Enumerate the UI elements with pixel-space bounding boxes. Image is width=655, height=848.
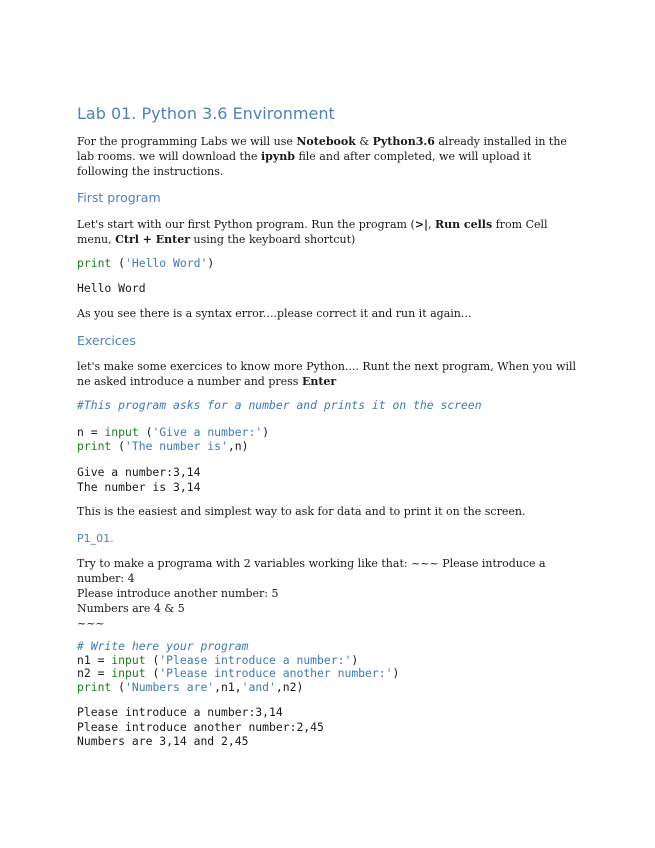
code-keyword: print <box>77 679 112 694</box>
fp-text-3: from Cell menu, <box>77 218 548 246</box>
intro-bold-ipynb: ipynb <box>261 150 295 163</box>
code-keyword: input <box>111 652 146 667</box>
code-punct: ( <box>111 438 126 453</box>
ex-bold-enter: Enter <box>301 375 337 388</box>
p1-line: Try to make a programa with 2 variables working like that: ~~~ Please introduce a <box>77 557 546 570</box>
code-string: 'Please introduce another number:' <box>159 666 393 680</box>
code-string: 'Please introduce a number:' <box>159 652 352 667</box>
code-punct: ( <box>111 679 126 694</box>
code-punct: ) <box>207 256 215 270</box>
p1-line: number: 4 <box>77 572 135 585</box>
code-text: n = <box>77 425 105 439</box>
p1-line: Numbers are 4 & 5 <box>77 602 185 615</box>
output-number: Give a number:3,14 The number is 3,14 <box>77 465 201 494</box>
output-hello: Hello Word <box>77 281 146 295</box>
output-p1: Please introduce a number:3,14 Please introduce another number:2,45 Numbers are 3,14 and 2,45 <box>77 705 324 748</box>
code-cell-input <box>77 399 582 453</box>
fp-bold-shortcut: Ctrl + Enter <box>115 233 191 246</box>
exercices-paragraph <box>77 359 582 389</box>
fp-bold-run-cells: Run cells <box>434 218 493 231</box>
fp-bold-run-symbol: >| <box>414 218 428 231</box>
first-program-paragraph <box>77 217 582 247</box>
code-cell-p1 <box>77 640 582 694</box>
code-punct: ( <box>111 256 126 270</box>
fp-text-1: Let's start with our first Python program. Run the program ( <box>77 218 415 231</box>
intro-text-4: file and after completed, we will upload it following the instructions. <box>77 150 532 178</box>
heading-p1-01: P1_01. <box>77 532 114 545</box>
code-punct: ,n) <box>227 438 249 453</box>
code-keyword: input <box>111 666 146 680</box>
code-string: 'and' <box>241 679 276 694</box>
intro-paragraph <box>77 134 582 179</box>
code-punct: ) <box>392 666 400 680</box>
code-punct: ) <box>351 652 359 667</box>
code-punct: ( <box>145 666 160 680</box>
heading-first-program: First program <box>77 190 161 205</box>
p1-line: Please introduce another number: 5 <box>77 587 279 600</box>
intro-bold-notebook: Notebook <box>296 135 356 148</box>
code-text: n1 = <box>77 652 112 667</box>
fp-text-2: , <box>427 218 435 231</box>
code-comment: #This program asks for a number and prints it on the screen <box>77 398 482 412</box>
code-string: 'Give a number:' <box>152 425 263 439</box>
code-keyword: print <box>77 438 112 453</box>
code-punct: ) <box>262 425 270 439</box>
ex-text-1: let's make some exercices to know more Python.... Runt the next program, When you will ne asked introduce a number and press <box>77 360 577 388</box>
code-comment: # Write here your program <box>77 639 249 653</box>
first-program-note: As you see there is a syntax error....please correct it and run it again... <box>77 307 472 320</box>
intro-text-2: & <box>355 135 373 148</box>
exercices-note: This is the easiest and simplest way to ask for data and to print it on the screen. <box>77 505 526 518</box>
intro-text-1: For the programming Labs we will use <box>77 135 297 148</box>
p1-01-paragraph <box>77 556 582 631</box>
code-punct: ( <box>138 425 153 439</box>
code-punct: ( <box>145 652 160 667</box>
heading-exercices: Exercices <box>77 333 136 348</box>
code-string: 'Hello Word' <box>125 256 208 270</box>
code-punct: ,n2) <box>275 679 304 694</box>
fp-text-4: using the keyboard shortcut) <box>190 233 356 246</box>
code-string: 'The number is' <box>125 438 228 453</box>
code-punct: ,n1, <box>214 679 242 694</box>
code-string: 'Numbers are' <box>125 679 215 694</box>
code-keyword: input <box>104 425 139 439</box>
intro-text-3: already installed in the lab rooms. we will download the <box>77 135 567 163</box>
intro-bold-python: Python3.6 <box>372 135 435 148</box>
code-cell-hello <box>77 257 582 271</box>
p1-line: ~~~ <box>77 617 105 630</box>
code-keyword: print <box>77 256 112 270</box>
page-title: Lab 01. Python 3.6 Environment <box>77 104 335 123</box>
code-text: n2 = <box>77 666 112 680</box>
